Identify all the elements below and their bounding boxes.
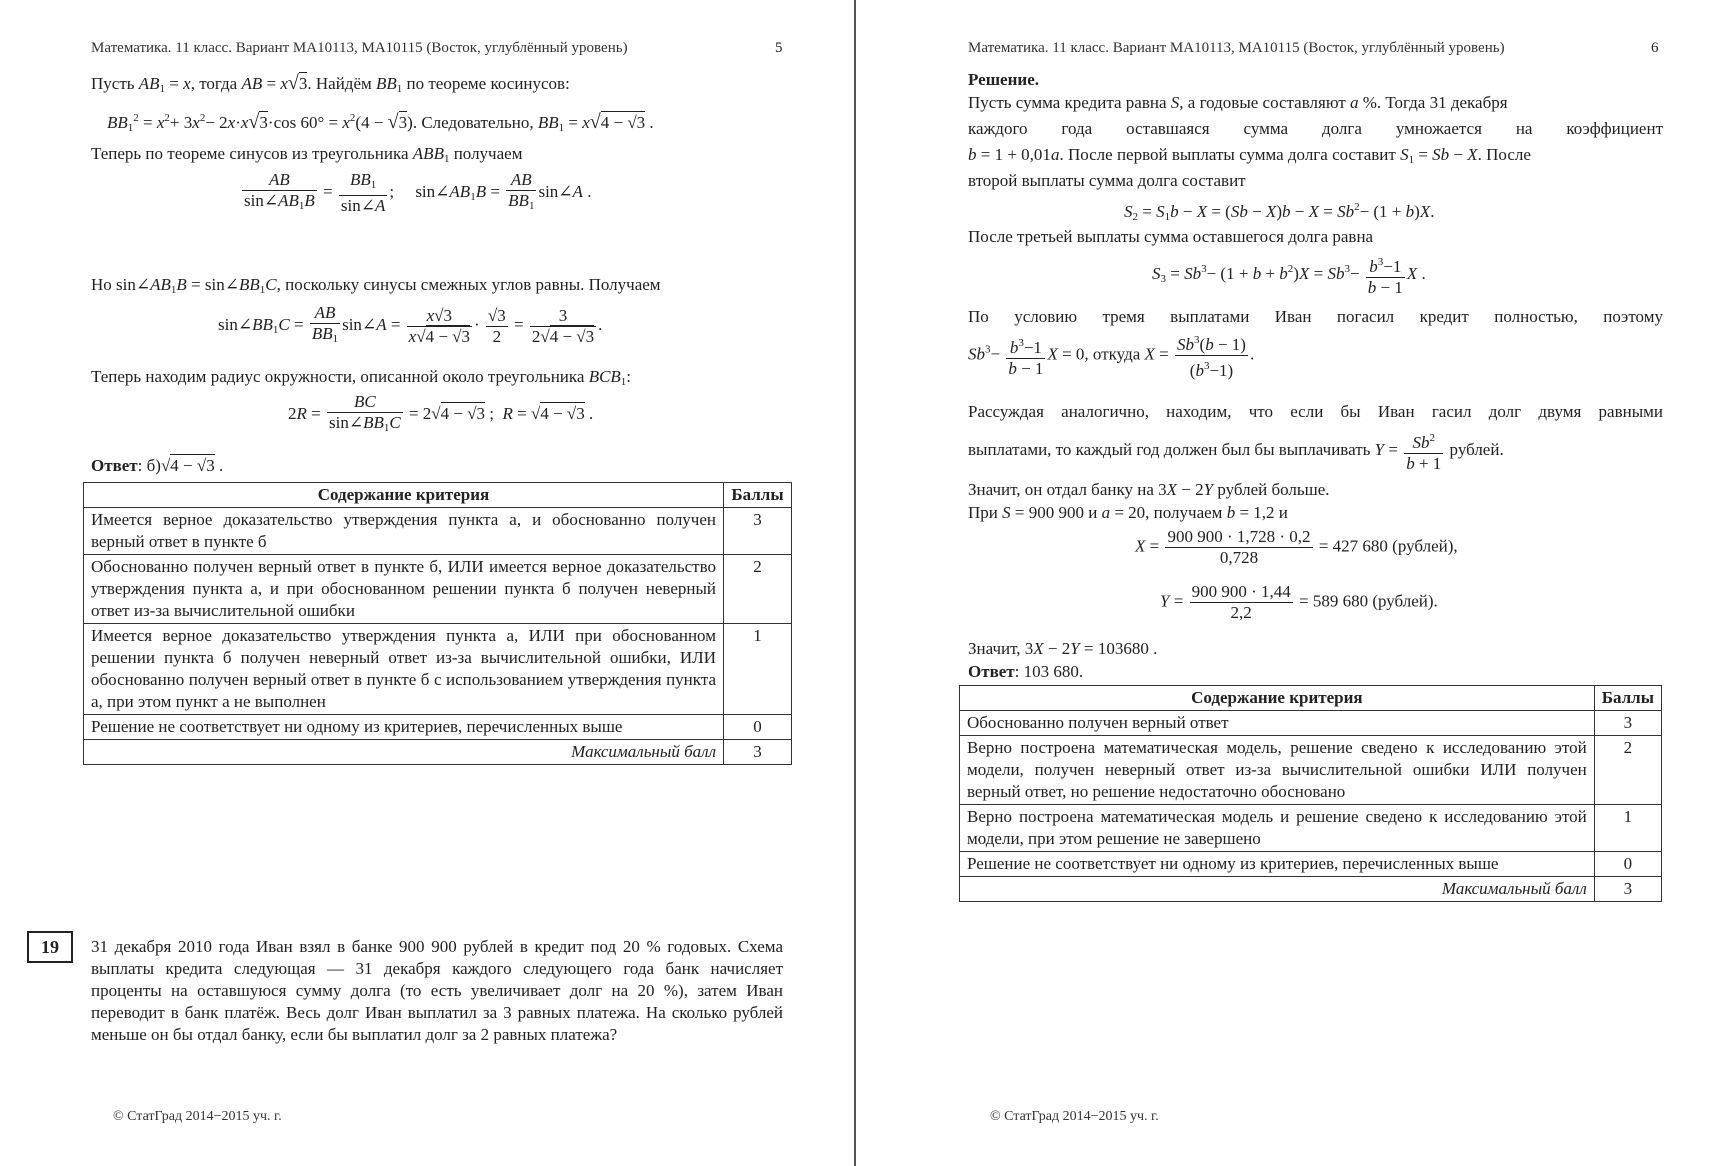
solution-line: каждого года оставшаяся сумма долга умножается на коэффициент — [968, 119, 1663, 138]
solution-line: При S = 900 900 и a = 20, получаем b = 1,2 и — [968, 503, 1288, 522]
page-number: 5 — [775, 40, 783, 56]
criteria-row — [84, 624, 792, 715]
criteria-row — [960, 852, 1662, 877]
criteria-text: Решение не соответствует ни одному из критериев, перечисленных выше — [960, 852, 1595, 877]
criteria-points: 0 — [724, 715, 792, 740]
criteria-header-points: Баллы — [724, 483, 792, 508]
criteria-table — [959, 685, 1662, 902]
formula-sines: $\frac{AB}{\sin\angle AB_1B}$ = $\frac{BB_1}{\sin\angle A}$ ; $\sin\angle AB_1B$ = $\frac{AB}{BB_1}$ sin∠A . — [244, 170, 592, 215]
solution-line: Пусть сумма кредита равна S, а годовые составляют a %. Тогда 31 декабря — [968, 93, 1508, 112]
page-footer: © СтатГрад 2014−2015 уч. г. — [113, 1109, 282, 1124]
formula-sin-value: $\sin\angle BB_1C$ = $\frac{AB}{BB_1}$ sin∠A = $\frac{x√3}{x√4 - √3}$ · $\frac{√3}{2}$ = $\frac{3}{2√4 - √3}$ . — [218, 303, 603, 346]
solution-line: Рассуждая аналогично, находим, что если бы Иван гасил долг двумя равными — [968, 402, 1663, 421]
problem-number: 19 — [27, 931, 73, 963]
solution-line: второй выплаты сумма долга составит — [968, 171, 1246, 190]
text-line: Пусть $AB_1 = x$, тогда AB = x√3. Найдём $BB_1$ по теореме косинусов: — [91, 72, 570, 95]
formula-y-value: Y = $\frac{900 900 \cdot 1,44}{2,2}$ = 589 680 (рублей). — [1160, 582, 1438, 622]
criteria-points: 2 — [1594, 736, 1661, 805]
criteria-text: Обоснованно получен верный ответ — [960, 711, 1595, 736]
criteria-text: Имеется верное доказательство утверждения пункта а, ИЛИ при обоснованном решении пункта б получен неверный ответ из-за вычислительной ошибки, ИЛИ обоснованно получен верный ответ в пункте б с использованием утверждения пункта а, при этом пункт а не выполнен — [84, 624, 724, 715]
text-line: Теперь находим радиус окружности, описанной около треугольника $BCB_1$: — [91, 367, 632, 388]
solution-line: Значит, он отдал банку на 3X − 2Y рублей больше. — [968, 480, 1330, 499]
criteria-points: 3 — [724, 508, 792, 555]
criteria-row — [960, 711, 1662, 736]
text-line: Но $\sin\angle AB_1B$ = $\sin\angle BB_1C$, поскольку синусы смежных углов равны. Получаем — [91, 275, 661, 296]
answer-line: Ответ: б)√4 − √3 . — [91, 456, 224, 475]
criteria-points: 1 — [1594, 805, 1661, 852]
left-page — [0, 0, 855, 1166]
max-score-points: 3 — [1594, 877, 1661, 902]
formula-s2: $S_2 = S_1b - X = (Sb - X)b - X = Sb^2- (1 + b)X$. — [1124, 201, 1435, 223]
criteria-points: 3 — [1594, 711, 1661, 736]
criteria-points: 2 — [724, 555, 792, 624]
criteria-text: Верно построена математическая модель, решение сведено к исследованию этой модели, получен неверный ответ из-за вычислительной ошибки ИЛИ получен верный ответ, но решение недостаточно обосновано — [960, 736, 1595, 805]
formula-x: $Sb^3-$ $\frac{b^3-1}{b - 1}$ X = 0, откуда X = $\frac{Sb^3(b - 1)}{(b^3-1)}$ . — [968, 330, 1254, 381]
criteria-max-row — [84, 740, 792, 765]
criteria-header-content: Содержание критерия — [960, 686, 1595, 711]
answer-line: Ответ: 103 680. — [968, 662, 1084, 681]
criteria-row — [84, 555, 792, 624]
solution-line: Значит, 3X − 2Y = 103680 . — [968, 639, 1158, 658]
criteria-points: 0 — [1594, 852, 1661, 877]
criteria-header-points: Баллы — [1594, 686, 1661, 711]
page-divider — [854, 0, 856, 1166]
criteria-header-content: Содержание критерия — [84, 483, 724, 508]
criteria-row — [960, 805, 1662, 852]
criteria-row — [84, 715, 792, 740]
criteria-text: Имеется верное доказательство утверждения пункта а, и обоснованно получен верный ответ в пункте б — [84, 508, 724, 555]
max-score-label: Максимальный балл — [84, 740, 724, 765]
solution-title: Решение. — [968, 70, 1039, 89]
page-footer: © СтатГрад 2014−2015 уч. г. — [990, 1109, 1159, 1124]
formula-y: выплатами, то каждый год должен был бы выплачивать Y = $\frac{Sb^2}{b + 1}$ рублей. — [968, 428, 1504, 474]
criteria-points: 1 — [724, 624, 792, 715]
solution-line: b = 1 + 0,01a. После первой выплаты сумма долга составит $S_1 = Sb - X$. После — [968, 145, 1531, 166]
max-score-points: 3 — [724, 740, 792, 765]
page-header: Математика. 11 класс. Вариант МА10113, МА10115 (Восток, углублённый уровень) — [91, 40, 628, 56]
formula-radius: 2R = $\frac{BC}{\sin\angle BB_1C}$ = 2√4 − √3 ; R = √4 − √3 . — [288, 392, 594, 434]
solution-line: По условию тремя выплатами Иван погасил кредит полностью, поэтому — [968, 307, 1663, 326]
right-page — [857, 0, 1712, 1166]
criteria-max-row — [960, 877, 1662, 902]
page-number: 6 — [1651, 40, 1659, 56]
formula-s3: $S_3 = Sb^3- (1 + b + b^2)X = Sb^3-$ $\frac{b^3-1}{b - 1}$ X . — [1152, 252, 1426, 298]
criteria-text: Верно построена математическая модель и решение сведено к исследованию этой модели, при этом решение не завершено — [960, 805, 1595, 852]
text-line: Теперь по теореме синусов из треугольника $ABB_1$ получаем — [91, 144, 523, 165]
solution-line: После третьей выплаты сумма оставшегося долга равна — [968, 227, 1374, 246]
formula-cosine: $BB_1^2 = x^2+ 3x^2- 2x\cdot x√3\cdot\cos$ $60^\circ = x^2(4 - √3)$. Следовательно, $BB_1 = x√4 - √3$ . — [107, 111, 654, 134]
criteria-row — [960, 736, 1662, 805]
problem-text: 31 декабря 2010 года Иван взял в банке 900 900 рублей в кредит под 20 % годовых. Схема выплаты кредита следующая — 31 декабря каждого следующего года банк начисляет проценты на оставшуюся сумму долга (то есть увеличивает долг на 20 %), затем Иван переводит в банк платёж. Весь долг Иван выплатил за 3 равных платежа. На сколько рублей меньше он бы отдал банку, если бы выплатил долг за 2 равных платежа? — [91, 937, 783, 1044]
criteria-text: Обоснованно получен верный ответ в пункте б, ИЛИ имеется верное доказательство утверждения пункта а, и при обоснованном решении пункта б получен неверный ответ из-за вычислительной ошибки — [84, 555, 724, 624]
criteria-row — [84, 508, 792, 555]
page-header: Математика. 11 класс. Вариант МА10113, МА10115 (Восток, углублённый уровень) — [968, 40, 1505, 56]
criteria-text: Решение не соответствует ни одному из критериев, перечисленных выше — [84, 715, 724, 740]
formula-x-value: X = $\frac{900 900 \cdot 1,728 \cdot 0,2}{0,728}$ = 427 680 (рублей), — [1135, 527, 1458, 567]
max-score-label: Максимальный балл — [960, 877, 1595, 902]
criteria-table — [83, 482, 792, 765]
